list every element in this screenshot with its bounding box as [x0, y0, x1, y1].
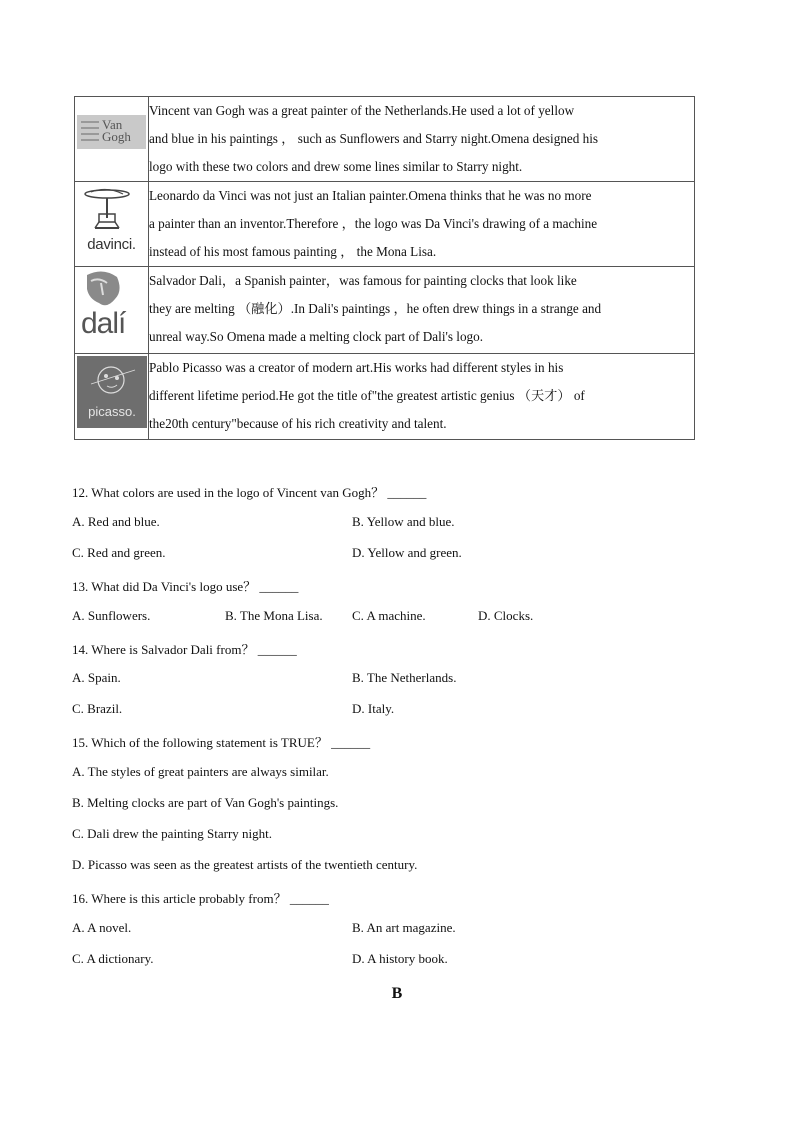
- question-stem: 13. What did Da Vinci's logo use？ ______: [72, 579, 299, 594]
- option-a: A. A novel.: [72, 920, 132, 935]
- description-line: Vincent van Gogh was a great painter of the Netherlands.He used a lot of yellow: [149, 103, 575, 118]
- picasso-logo-text: picasso.: [88, 404, 136, 419]
- option-b: B. Yellow and blue.: [352, 514, 455, 529]
- option-d: D. Picasso was seen as the greatest artists of the twentieth century.: [72, 857, 418, 872]
- description-line: Leonardo da Vinci was not just an Italian painter.Omena thinks that he was no more: [149, 188, 592, 203]
- option-c: C. Dali drew the painting Starry night.: [72, 826, 273, 841]
- option-c: C. Red and green.: [72, 545, 166, 560]
- description-line: they are melting （融化）.In Dali's paintings ，he often drew things in a strange and: [149, 301, 602, 316]
- description-line: logo with these two colors and drew some lines similar to Starry night.: [149, 159, 523, 174]
- description-cell: [149, 182, 695, 267]
- table-row-picasso: [75, 354, 695, 440]
- melting-clock-icon: [77, 269, 146, 311]
- description-cell: [149, 97, 695, 182]
- machine-drawing-icon: [77, 184, 146, 236]
- option-c: C. A dictionary.: [72, 951, 154, 966]
- description-line: and blue in his paintings ， such as Sunflowers and Starry night.Omena designed his: [149, 131, 599, 146]
- option-c: C. A machine.: [352, 608, 426, 623]
- description-line: Pablo Picasso was a creator of modern art.His works had different styles in his: [149, 360, 564, 375]
- face-drawing-icon: [77, 356, 147, 402]
- description-line: instead of his most famous painting ， the Mona Lisa.: [149, 244, 437, 259]
- description-cell: [149, 267, 695, 354]
- davinci-logo-text: davinci.: [87, 236, 136, 253]
- question-stem: 16. Where is this article probably from？ ______: [72, 891, 329, 906]
- option-b: B. Melting clocks are part of Van Gogh's paintings.: [72, 795, 339, 810]
- van-gogh-logo-text-1: Van: [102, 117, 123, 132]
- description-line: different lifetime period.He got the title of"the greatest artistic genius （天才） of: [149, 388, 585, 403]
- logo-cell: [75, 354, 149, 440]
- question-stem: 15. Which of the following statement is TRUE？ ______: [72, 735, 371, 750]
- option-d: D. Italy.: [352, 701, 395, 716]
- option-a: A. Sunflowers.: [72, 608, 151, 623]
- picasso-logo: [77, 356, 147, 428]
- dali-logo-text: dalí: [81, 307, 126, 340]
- description-line: unreal way.So Omena made a melting clock part of Dali's logo.: [149, 329, 484, 344]
- section-heading: B: [391, 985, 403, 1002]
- question-stem: 14. Where is Salvador Dali from？ ______: [72, 642, 297, 657]
- logo-cell: [75, 97, 149, 182]
- option-b: B. The Mona Lisa.: [225, 608, 323, 623]
- description-cell: [149, 354, 695, 440]
- option-a: A. The styles of great painters are always similar.: [72, 764, 329, 779]
- table-row-dali: [75, 267, 695, 354]
- van-gogh-logo-text-2: Gogh: [102, 129, 131, 144]
- option-a: A. Spain.: [72, 670, 121, 685]
- logo-cell: [75, 267, 149, 354]
- description-line: the20th century"because of his rich creativity and talent.: [149, 416, 447, 431]
- option-b: B. The Netherlands.: [352, 670, 457, 685]
- option-b: B. An art magazine.: [352, 920, 456, 935]
- painter-logo-table: [74, 96, 695, 440]
- table-row-da-vinci: [75, 182, 695, 267]
- logo-cell: [75, 182, 149, 267]
- question-stem: 12. What colors are used in the logo of Vincent van Gogh？ ______: [72, 485, 427, 500]
- option-d: D. Clocks.: [478, 608, 534, 623]
- option-d: D. Yellow and green.: [352, 545, 462, 560]
- table-row-van-gogh: [75, 97, 695, 182]
- description-line: Salvador Dali，a Spanish painter，was famous for painting clocks that look like: [149, 273, 577, 288]
- option-d: D. A history book.: [352, 951, 448, 966]
- option-c: C. Brazil.: [72, 701, 123, 716]
- davinci-logo: [77, 184, 146, 264]
- van-gogh-logo: [77, 115, 146, 149]
- description-line: a painter than an inventor.Therefore ，the logo was Da Vinci's drawing of a machine: [149, 216, 598, 231]
- option-a: A. Red and blue.: [72, 514, 160, 529]
- dali-logo: [77, 269, 146, 351]
